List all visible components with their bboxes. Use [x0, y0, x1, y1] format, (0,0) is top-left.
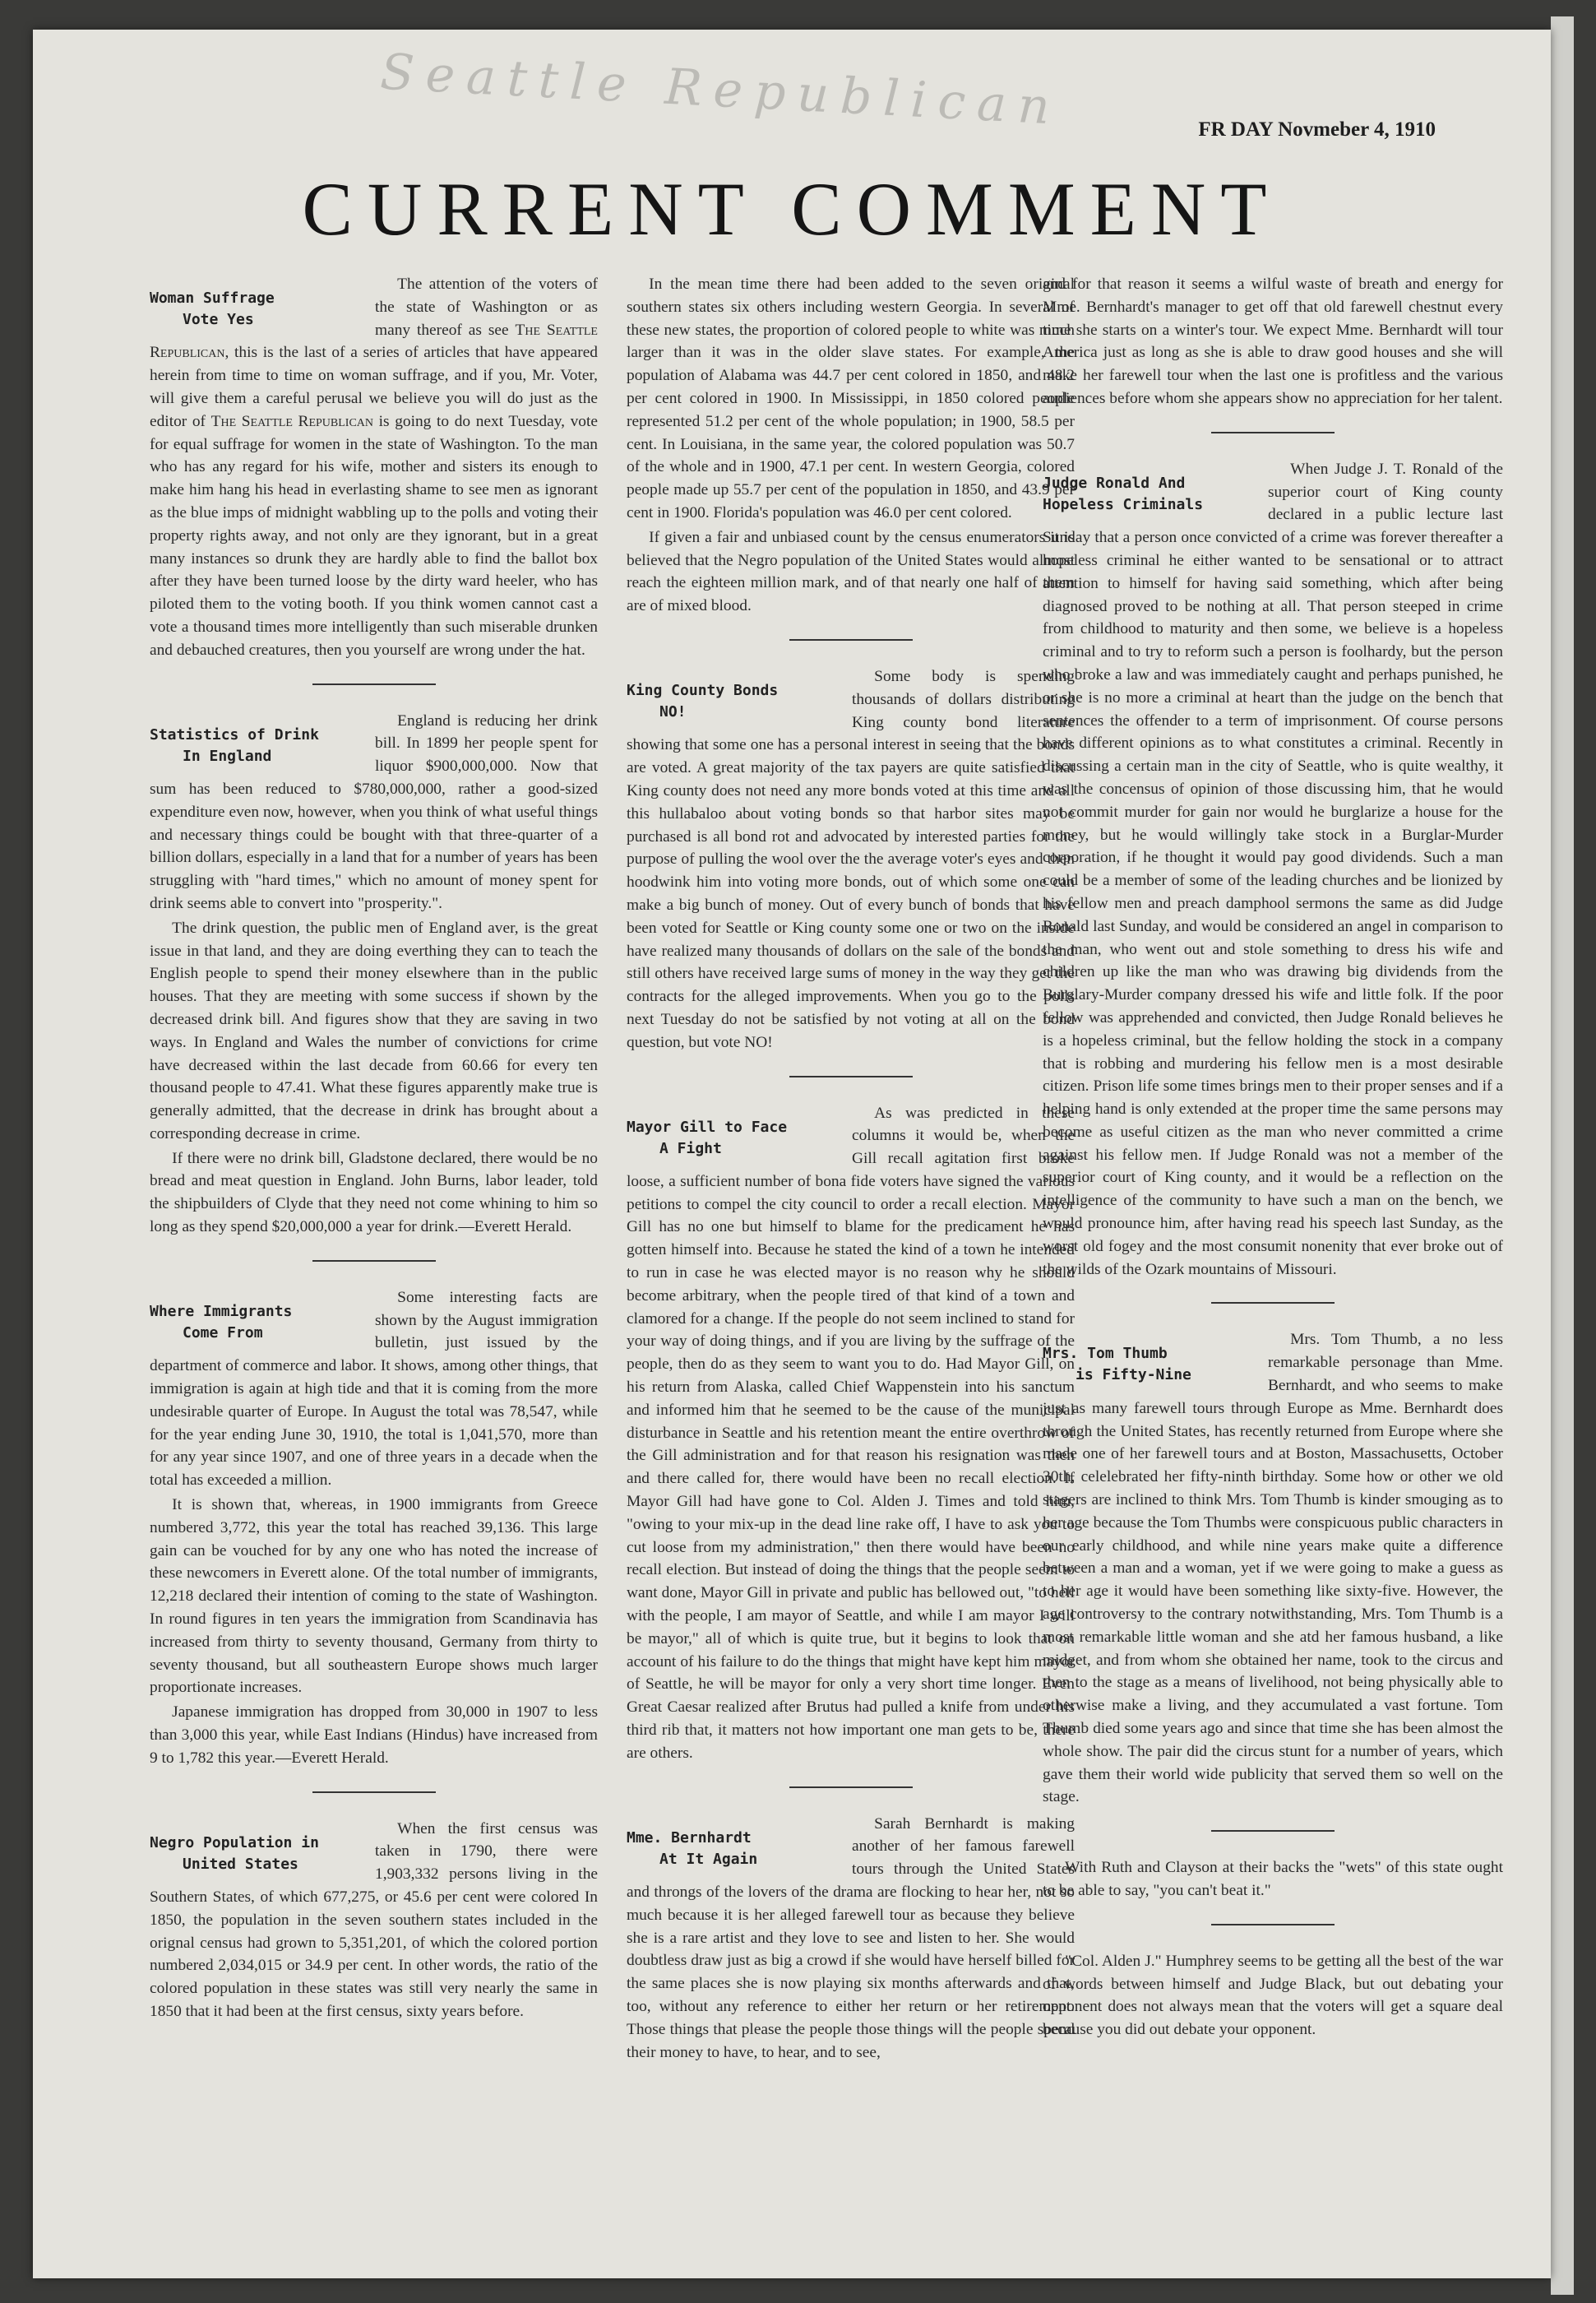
article-mayor-gill: Mayor Gill to Face A Fight As was predicted in these columns it would be, when the Gill recall agitation first broke loose, a sufficient number of bona fide voters have signed the various petitions to compel the city council to order a recall election. Mayor Gill has no one but himself to blame for the predicament he has gotten himself into. Because he stated the kind of a town he intended to run in case he was elected mayor is no reason why he should become arbitrary, when the people tired of that kind of a town and clamored for a change. If the people do not seem inclined to stand for your way of doing things, and if you are living by the suffrage of the people, then do as they seem to want you to do. Had Mayor Gill, on his return from Alaska, called Chief Wappenstein into his sanctum and informed him that he seemed to be the cause of the municipal disturbance in Seattle and his retention meant the entire overthrow of the Gill administration and for that reason his resignation was then and there called for, there would have been no recall election. If Mayor Gill had have gone to Col. Alden J. Times and told him, "owing to your mix-up in the dead line rake off, I have to ask you to cut loose from my administration," then there would have been no recall election. But instead of doing the things that the people seem to want done, Mayor Gill in private and public has bellowed out, "to hell with the people, I am mayor of Seattle, and while I am mayor I will be mayor," all of which is quite true, but it begins to look that on account of his failure to do the things that might have kept him mayor of Seattle, he will be mayor for only a very short time longer. Even Great Caesar realized after Brutus had pulled a knife from under his third rib that, it matters not how important one man gets to be, there are others. — [627, 1104, 1075, 1762]
divider — [1211, 1302, 1335, 1304]
sidehead-mme-bernhardt: Mme. Bernhardt At It Again — [627, 1828, 758, 1868]
article-immigrants: Where Immigrants Come From Some interesting facts are shown by the August immigration bulletin, just issued by the department of commerce and labor. It shows, among other things, that immigration is again at high tide and that it is coming from the more undesirable quarter of Europe. In August the total was 78,547, while for the year ending June 30, 1910, the total is 1,041,570, more than for any year since 1907, and one of three years in a decade when the total has exceeded a million. — [150, 1288, 598, 1490]
divider — [1211, 1924, 1335, 1925]
sidehead-tom-thumb: Mrs. Tom Thumb is Fifty-Nine — [1043, 1345, 1191, 1384]
paragraph-wets: With Ruth and Clayson at their backs the "wets" of this state ought to be able to say, "you can't beat it." — [1043, 1859, 1503, 1899]
divider — [1211, 1830, 1335, 1832]
article-negro-population: Negro Population in United States When the first census was taken in 1790, there were 1,903,332 persons living in the Southern States, of which 677,275, or 45.6 per cent were colored In 1850, the population in the seven southern states included in the orignal census had grown to 5,351,201, of which the colored portion numbered 2,034,015 or 34.9 per cent. In other words, the ratio of the colored population in these states was still very nearly the same in 1850 that it had been at the first census, sixty years before. — [150, 1819, 598, 2020]
article-king-county-bonds: King County Bonds NO! Some body is spending thousands of dollars distributing King county bond literature showing that some one has a personal interest in seeing that the bonds are voted. A great majority of the tax payers are quite satisfied that King county does not need any more bonds voted at this time and all this hullabaloo about voting bonds so that harbor sites may be purchased is all bond rot and advocated by interested parties for the purpose of pulling the wool over the the average voter's eyes and then hoodwink him into voting more bonds, out of which some one can make a big bunch of money. Out of every bunch of bonds that have been voted for Seattle or King county some one or two on the inside have realized many thousands of dollars on the sale of the bonds and still others have received large sums of money in the way they get the contracts for the alleged improvements. When you go to the polls next Tuesday do not be satisfied by not voting at all on the bond question, but vote NO! — [627, 667, 1075, 1051]
paragraph: The drink question, the public men of England aver, is the great issue in that land, and they are doing everthing they can to teach the English people to spend their money elsewhere than in the public houses. That they are meeting with some success if shown by the decreased drink bill. And figures show that they are saving in two ways. In England and Wales the number of convictions for crime have decreased within the last decade from 60.66 for every ten thousand people to 47.41. What these figures apparently make true is generally admitted, that the decrease in drink has brought about a corresponding decrease in crime. — [150, 919, 598, 1142]
sidehead-mayor-gill: Mayor Gill to Face A Fight — [627, 1118, 788, 1157]
next-page-edge — [1551, 16, 1574, 2295]
sidehead-judge-ronald: Judge Ronald And Hopeless Criminals — [1043, 474, 1204, 513]
article-mme-bernhardt: Mme. Bernhardt At It Again Sarah Bernhardt is making another of her famous farewell tours through the United States and throngs of the lovers of the drama are flocking to hear her, not so much because it is her alleged farewell tour as because they believe she is a rare artist and they love to see and listen to her. She would doubtless draw just as big a crowd if she would have herself billed for the same places she is now playing six months afterwards and that, too, without any reference to either her return or her retirement. Those things that please the people those things will the people spend their money to have, to hear, and to see, — [627, 1814, 1075, 2061]
divider — [789, 1786, 913, 1788]
divider — [312, 683, 436, 685]
divider — [1211, 432, 1335, 433]
article-judge-ronald: Judge Ronald And Hopeless Criminals When Judge J. T. Ronald of the superior court of King county declared in a public lecture last Sunday that a person once convicted of a crime was forever thereafter a hopeless criminal he either wanted to be sensational or to attract attention to himself for having said something, which after being diagnosed proved to be nothing at all. That person steeped in crime from childhood to maturity and then some, we believe is a hopeless criminal and to try to reform such a person is foolhardy, but the person who broke a law and was immediately caught and perhaps punished, he or she is no more a criminal at heart than the judge on the bench that sentences the offender to a term of imprisonment. Of course persons have different opinions as to what constitutes a criminal. Recently in discussing a certain man in the city of Seattle, who is quite wealthy, it was the concensus of opinion of those discussing him, that he would not commit murder for gain nor would he burglarize a house for the money, but he would willingly take stock in a Burglar-Murder corporation, if he thought it would pay good dividends. Such a man could be a member of some of the leading churches and be lionized by his fellow men and preach damphool sermons the same as did Judge Ronald last Sunday, and would be considered an angel in comparison to the man, who went out and stole something to dress his wife and children up like the man who was drawing big dividends from the Burglary-Murder company dressed his wife and little folk. If the poor fellow was apprehended and convicted, then Judge Ronald believes he is a hopeless criminal, but the fellow holding the stock in a company that is robbing and murdering his fellow men is a most desirable citizen. Prison life some times brings men to their proper senses and if a helping hand is only extended at the proper time the same persons may become as useful citizen as the man who never committed a crime against his fellow men. If Judge Ronald was not a member of the superior court of King county, and it would be a reflection on the intelligence of the community to have such a man on the bench, we would pronounce him, after having read his speech last Sunday, as the worst old fogey and the most consumit nonenity that ever broke out of the wilds of the Ozark mountains of Missouri. — [1043, 460, 1503, 1278]
paragraph: Japanese immigration has dropped from 30,000 in 1907 to less than 3,000 this year, while East Indians (Hindus) have increased from 9 to 1,782 this year.—Everett Herald. — [150, 1703, 598, 1767]
sidehead-statistics-of-drink: Statistics of Drink In England — [150, 725, 319, 765]
divider — [312, 1260, 436, 1262]
paragraph: If given a fair and unbiased count by the census enumerators it is believed that the Negro population of the United States would almost reach the eighteen million mark, and of that nearly one half of them are of mixed blood. — [627, 528, 1075, 615]
sidehead-where-immigrants: Where Immigrants Come From — [150, 1302, 293, 1341]
article-tom-thumb: Mrs. Tom Thumb is Fifty-Nine Mrs. Tom Thumb, a no less remarkable personage than Mme. Bernhardt, and who seems to make just as many farewell tours through Europe as Mme. Bernhardt does through the United States, has recently returned from Europe where she made one of her farewell tours and at Boston, Massachusetts, October 30th, celelebrated her fifty-ninth birthday. Some how or other we old stagers are inclined to think Mrs. Tom Thumb is kinder smouging as to her age because the Tom Thumbs were conspicuous public characters in our early childhood, and while nine years make quite a difference between a man and a woman, yet if we were going to make a guess as to her age it would have been something like sixty-five. However, the age controversy to the contrary notwithstanding, Mrs. Tom Thumb is a most remarkable little woman and she atd her famous husband, a like midget, and from whom she obtained her name, took to the circus and then to the stage as a means of livelihood, not being physically able to otherwise make a living, and they accumulated a vast fortune. Tom Thumb died some years ago and since that time she has been almost the whole show. The pair did the circus stunt for a number of years, which gave them their world wide publicity that served them so well on the stage. — [1043, 1331, 1503, 1806]
article-woman-suffrage: Woman Suffrage Vote Yes The attention of the voters of the state of Washington or as many thereof as see The Seattle Republican, this is the last of a series of articles that have appeared herein from time to time on woman suffrage, and if you, Mr. Voter, will give them a careful perusal we believe you will do just as the editor of The Seattle Republican is going to do next Tuesday, vote for equal suffrage for women in the state of Washington. To the man who has any regard for his wife, mother and sisters its enough to make him hang his head in everlasting shame to see men as ignorant as the blue imps of midnight wabbling up to the polls and voting their property rights away, and not only are they ignorant, but in a great many instances so drunk they are hardly able to find the ballot box after they have been turned loose by the dirty ward heeler, who has piloted them to the voting booth. If you think women cannot cast a vote a thousand times more intelligently than such miserable drunken and debauched creatures, then you yourself are wrong under the hat. — [150, 276, 598, 659]
sidehead-negro-population: Negro Population in United States — [150, 1833, 319, 1873]
sidehead-woman-suffrage: Woman Suffrage Vote Yes — [150, 290, 275, 328]
paragraph: It is shown that, whereas, in 1900 immigrants from Greece numbered 3,772, this year the total has reached 39,136. This large gain can be vouched for by any one who has noted the increase of these newcomers in Everett alone. Of the total number of immigrants, 12,218 declared their intention of coming to the state of Washington. In round figures in ten years the immigration from Scandinavia has increased from thirty to seventy thousand, Germany from thirty to seventy thousand, but all southeastern Europe shows much larger proportionate increases. — [150, 1496, 598, 1697]
column-2 — [627, 273, 1075, 2065]
issue-date: FR DAY Novmeber 4, 1910 — [1198, 118, 1436, 141]
page-title: CURRENT COMMENT — [302, 167, 1282, 251]
paragraph: If there were no drink bill, Gladstone declared, there would be no bread and meat question in England. John Burns, labor leader, told the shipbuilders of Clyde that they need not come whining to him so long as they spend $20,000,000 a year for drink.—Everett Herald. — [150, 1149, 598, 1236]
article-drink-england: Statistics of Drink In England England is reducing her drink bill. In 1899 her people spent for liquor $900,000,000. Now that sum has been reduced to $780,000,000, rather a good-sized expenditure even now, however, when you think of what useful things and necessary things could be bought with that three-quarter of a billion dollars, especially in a land that for a number of years has been struggling with "hard times," which no amount of money spent for drink seems able to convert into "prosperity.". — [150, 711, 598, 912]
paragraph: and for that reason it seems a wilful waste of breath and energy for Mme. Bernhardt's manager to get off that old farewell chestnut every time she starts on a winter's tour. We expect Mme. Bernhardt will tour America just as long as she is able to draw good houses and she will make her farewell tour when the last one is profitless and the various audiences before whom she appears show no appreciation for her talent. — [1043, 276, 1503, 407]
column-3 — [1043, 273, 1503, 2043]
newspaper-page — [33, 30, 1551, 2278]
pencil-scribble: Seattle Republican — [378, 43, 1063, 137]
paragraph: In the mean time there had been added to the seven original southern states six others including western Georgia. In several of these new states, the proportion of colored people to white was much larger than it was in the older slave states. For example, the population of Alabama was 44.7 per cent colored in 1850, and 48.2 per cent colored in 1900. In Mississippi, in 1850 colored people represented 51.2 per cent of the whole population; in 1900, 58.5 per cent. In Louisiana, in the same year, the colored population was 50.7 of the whole and in 1900, 47.1 per cent. In western Georgia, colored people made up 55.7 per cent of the population in 1850, and 43.9 per cent in 1900. Florida's population was 46.0 per cent colored. — [627, 276, 1075, 521]
divider — [789, 1076, 913, 1077]
divider — [789, 639, 913, 641]
column-1 — [150, 273, 598, 2025]
paragraph-humphrey: "Col. Alden J." Humphrey seems to be getting all the best of the war of words between himself and Judge Black, but out debating your opponent does not always mean that the voters will get a square deal because you did out debate your opponent. — [1043, 1952, 1503, 2039]
sidehead-king-county-bonds: King County Bonds NO! — [627, 681, 779, 721]
divider — [312, 1791, 436, 1793]
